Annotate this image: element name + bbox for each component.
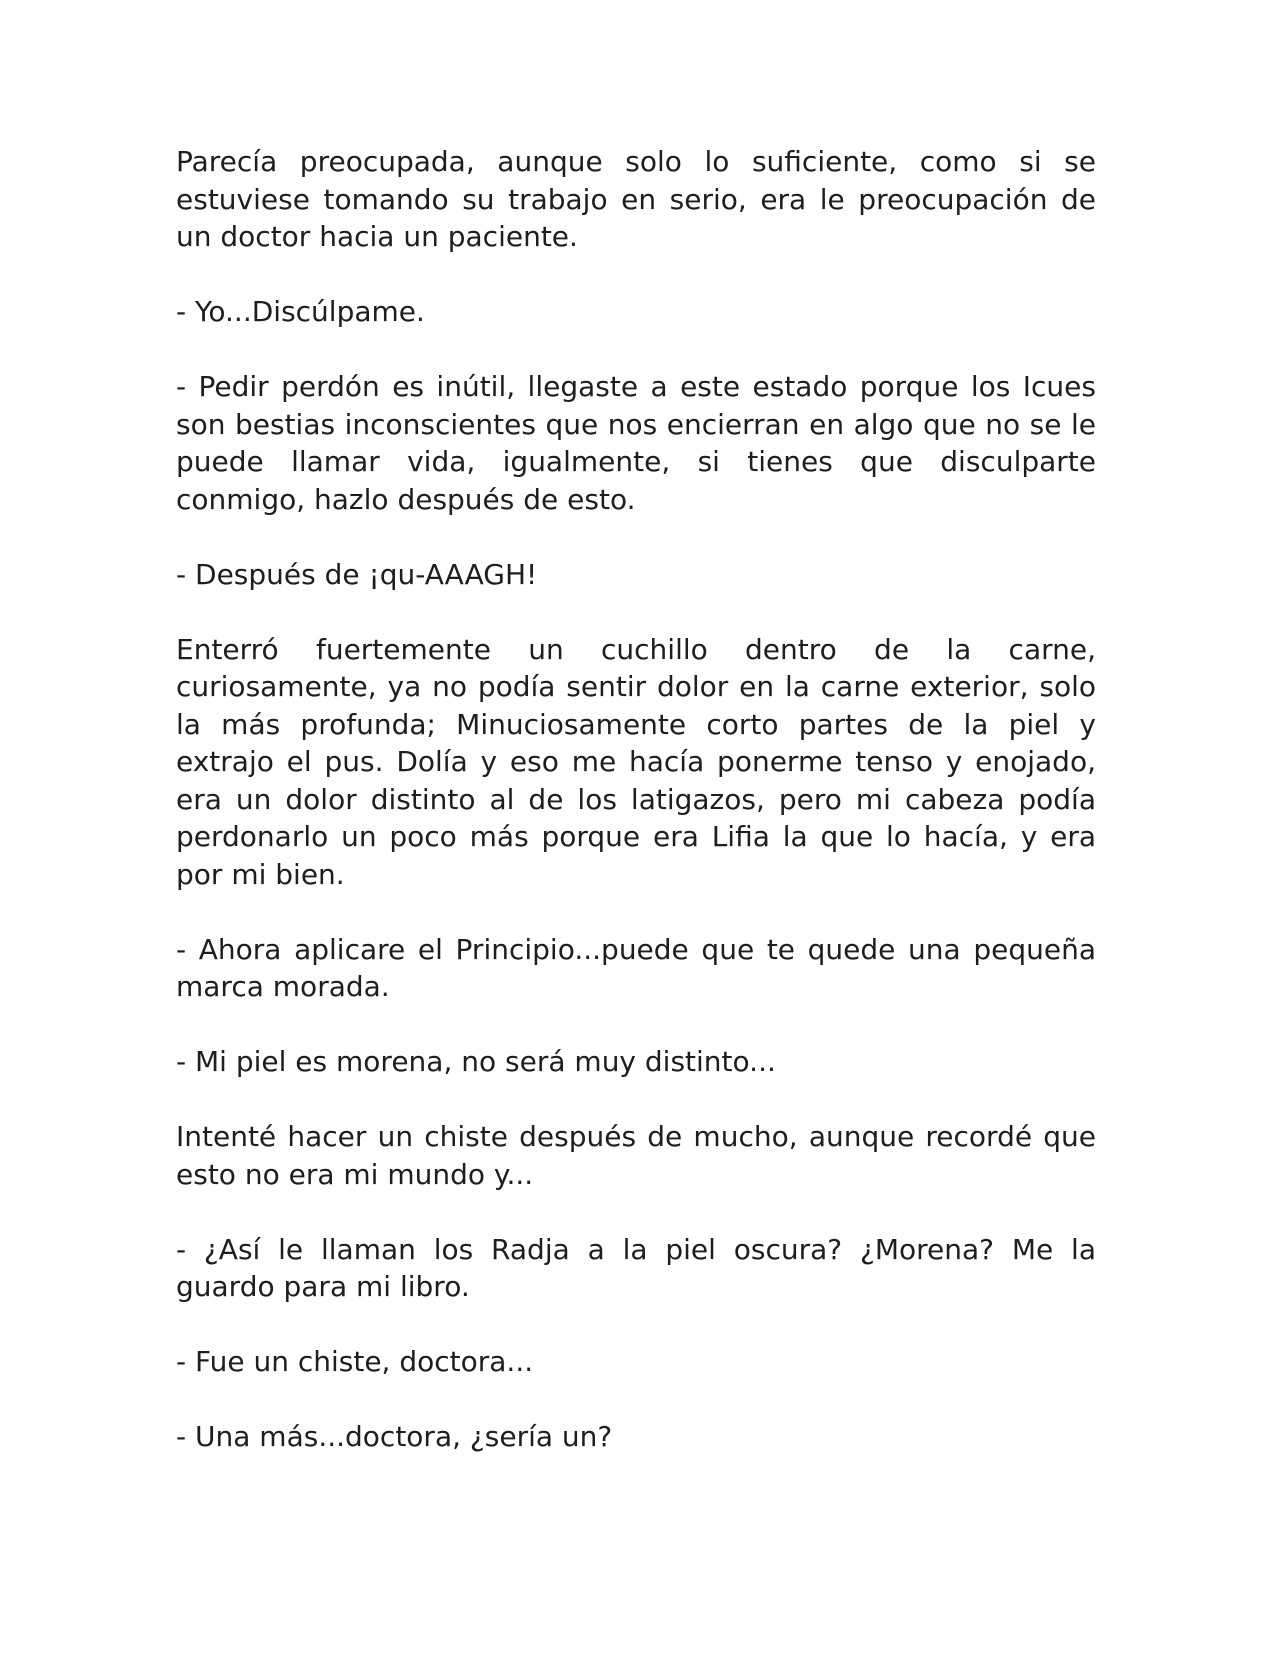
dialogue-line-1: - Yo...Discúlpame. xyxy=(176,295,425,328)
dialogue-line-8: - Una más...doctora, ¿sería un? xyxy=(176,1420,613,1453)
paragraph-3: Intenté hacer un chiste después de mucho, aunque recordé que esto no era mi mundo y... xyxy=(176,1120,1096,1191)
dialogue-line-5: - Mi piel es morena, no será muy distinto... xyxy=(176,1045,776,1078)
paragraph-2: Enterró fuertemente un cuchillo dentro de la carne, curiosamente, ya no podía sentir dolor en la carne exterior, solo la más profunda; Minuciosamente corto partes de la piel y extrajo el pus. Dolía y eso me hacía ponerme tenso y enojado, era un dolor distinto al de los latigazos, pero mi cabeza podía perdonarlo un poco más porque era Lifia la que lo hacía, y era por mi bien. xyxy=(176,632,1096,891)
dialogue-line-6: - ¿Así le llaman los Radja a la piel oscura? ¿Morena? Me la guardo para mi libro. xyxy=(176,1232,1096,1303)
dialogue-line-2: - Pedir perdón es inútil, llegaste a este estado porque los Icues son bestias inconscientes que nos encierran en algo que no se le puede llamar vida, igualmente, si tienes que disculparte conmigo, hazlo después de esto. xyxy=(176,370,1096,516)
body-text xyxy=(176,143,1096,1456)
dialogue-line-7: - Fue un chiste, doctora... xyxy=(176,1345,534,1378)
paragraph-1: Parecía preocupada, aunque solo lo suficiente, como si se estuviese tomando su trabajo en serio, era le preocupación de un doctor hacia un paciente. xyxy=(176,145,1096,253)
dialogue-line-4: - Ahora aplicare el Principio...puede que te quede una pequeña marca morada. xyxy=(176,932,1096,1003)
dialogue-line-3: - Después de ¡qu-AAAGH! xyxy=(176,557,538,591)
